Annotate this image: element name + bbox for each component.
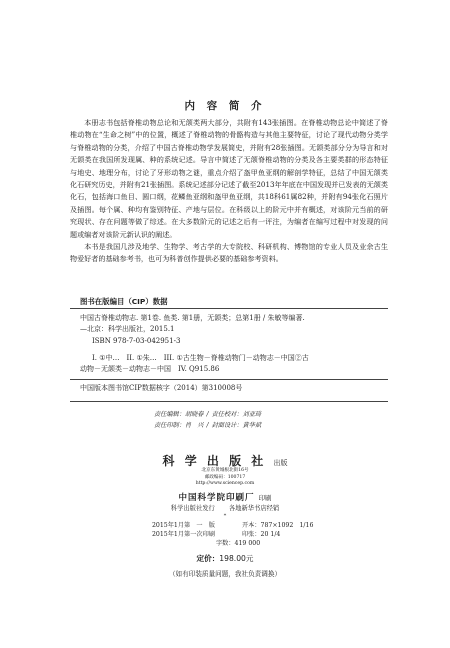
price-label: 定价： bbox=[196, 554, 220, 563]
sheets: 印张：20 1/4 bbox=[242, 530, 281, 538]
editors-block bbox=[154, 409, 394, 431]
summary-paragraph-1: 本册志书包括脊椎动物总论和无颌类两大部分，共附有143张插图。在脊椎动物总论中简述了脊椎动物在“生命之树”中的位置，概述了脊椎动物的骨骼构造与其他主要特征，讨论了现代动物分类学与脊椎动物的分类，介绍了中国古脊椎动物学发展简史，并附有28张插图。无颌类部分分为导言和对无颌类在我国所发现属、种的系统记述。导言中简述了无颌脊椎动物的分类及各主要类群的形态特征与地史、地理分布，讨论了牙形动物之谜，重点介绍了盔甲鱼亚纲的解剖学特征，总结了中国无颌类化石研究历史，并附有21张插图。系统记述部分记述了截至2013年年底在中国发现并已发表的无颌类化石，包括海口鱼目、圆口纲，花鳞鱼亚纲和盔甲鱼亚纲，共18科61属82种，并附有94张化石照片及插图。每个属、种均有鉴别特征、产地与层位。在科级以上的阶元中并有概述，对该阶元当前的研究现状、存在问题等做了综述。在大多数阶元的记述之后有一评注，为编者在编写过程中对发现的问题或编者对该阶元新认识的阐述。 bbox=[70, 118, 388, 239]
printer-line bbox=[0, 491, 450, 503]
summary-body bbox=[70, 117, 388, 266]
publisher-name: 科 学 出 版 社 bbox=[162, 454, 267, 468]
price-line bbox=[0, 553, 450, 564]
sellers: 各地新华书店经销 bbox=[228, 505, 280, 512]
editors-row-1: 责任编辑：胡晓春 / 责任校对：刘亚琦 bbox=[154, 411, 262, 418]
cip-classification-1: I. ①中… II. ①朱… III. ①古生物－脊椎动物门－动物志－中国②古 bbox=[92, 353, 309, 362]
cip-heading: 图书在版编目（CIP）数据 bbox=[80, 297, 168, 306]
summary-title: 内 容 简 介 bbox=[184, 100, 266, 112]
cip-id: 中国版本图书馆CIP数据核字（2014）第310008号 bbox=[80, 384, 243, 392]
cip-pub-line: —北京：科学出版社，2015.1 bbox=[80, 325, 175, 334]
cover-designer: 封面设计：黄华斌 bbox=[211, 422, 262, 429]
spec-row-2 bbox=[152, 531, 332, 540]
cip-classification-2: 动物－无颌类－动物志－中国 IV. Q915.86 bbox=[80, 365, 220, 374]
format: 开本：787×1092 1/16 bbox=[242, 522, 314, 529]
divider bbox=[70, 401, 388, 402]
divider bbox=[70, 379, 388, 380]
first-edition: 2015年1月第 一 版 bbox=[152, 522, 215, 529]
publisher-line bbox=[0, 452, 450, 469]
edition-specs bbox=[152, 522, 332, 548]
publisher-suffix: 出版 bbox=[273, 459, 288, 467]
printer-suffix: 印刷 bbox=[258, 494, 272, 502]
publisher-website: http://www.sciencep.com bbox=[195, 481, 255, 487]
first-printing: 2015年1月第一次印刷 bbox=[152, 530, 215, 538]
printer-name: 中国科学院印刷厂 bbox=[178, 493, 255, 503]
publisher-postcode: 邮政编码：100717 bbox=[204, 474, 246, 480]
star-mark: * bbox=[223, 513, 227, 519]
publisher-address: 北京东黄城根北街16号 bbox=[201, 468, 249, 473]
issuer: 科学出版社发行 bbox=[170, 505, 215, 512]
distribution-line bbox=[0, 503, 450, 512]
quality-note: （如有印装质量问题，我社负责调换） bbox=[168, 570, 282, 578]
divider bbox=[70, 308, 388, 309]
cip-book-line: 中国古脊椎动物志. 第1卷. 鱼类. 第1册，无颌类；总第1册 / 朱敏等编著. bbox=[80, 314, 305, 322]
responsible-proofreader: 责任校对：刘亚琦 bbox=[211, 411, 262, 418]
summary-paragraph-2: 本书是我国几涉及地学、生物学、考古学的大专院校、科研机构、博物馆的专业人员及业余古生物爱好者的基础参考书，也可为科普创作提供必要的基础参考资料。 bbox=[70, 242, 388, 264]
spec-row-1 bbox=[152, 522, 332, 531]
responsible-editor: 责任编辑：胡晓春 bbox=[154, 411, 204, 418]
cip-record bbox=[80, 313, 386, 375]
responsible-printing: 责任印制：肖 兴 bbox=[154, 422, 204, 429]
wordcount: 字数：419 000 bbox=[216, 539, 261, 547]
cip-isbn: ISBN 978-7-03-042951-3 bbox=[92, 336, 181, 345]
publisher-info bbox=[0, 468, 450, 488]
editors-row-2: 责任印制：肖 兴 / 封面设计：黄华斌 bbox=[154, 422, 262, 429]
price-value: 198.00元 bbox=[219, 554, 254, 563]
